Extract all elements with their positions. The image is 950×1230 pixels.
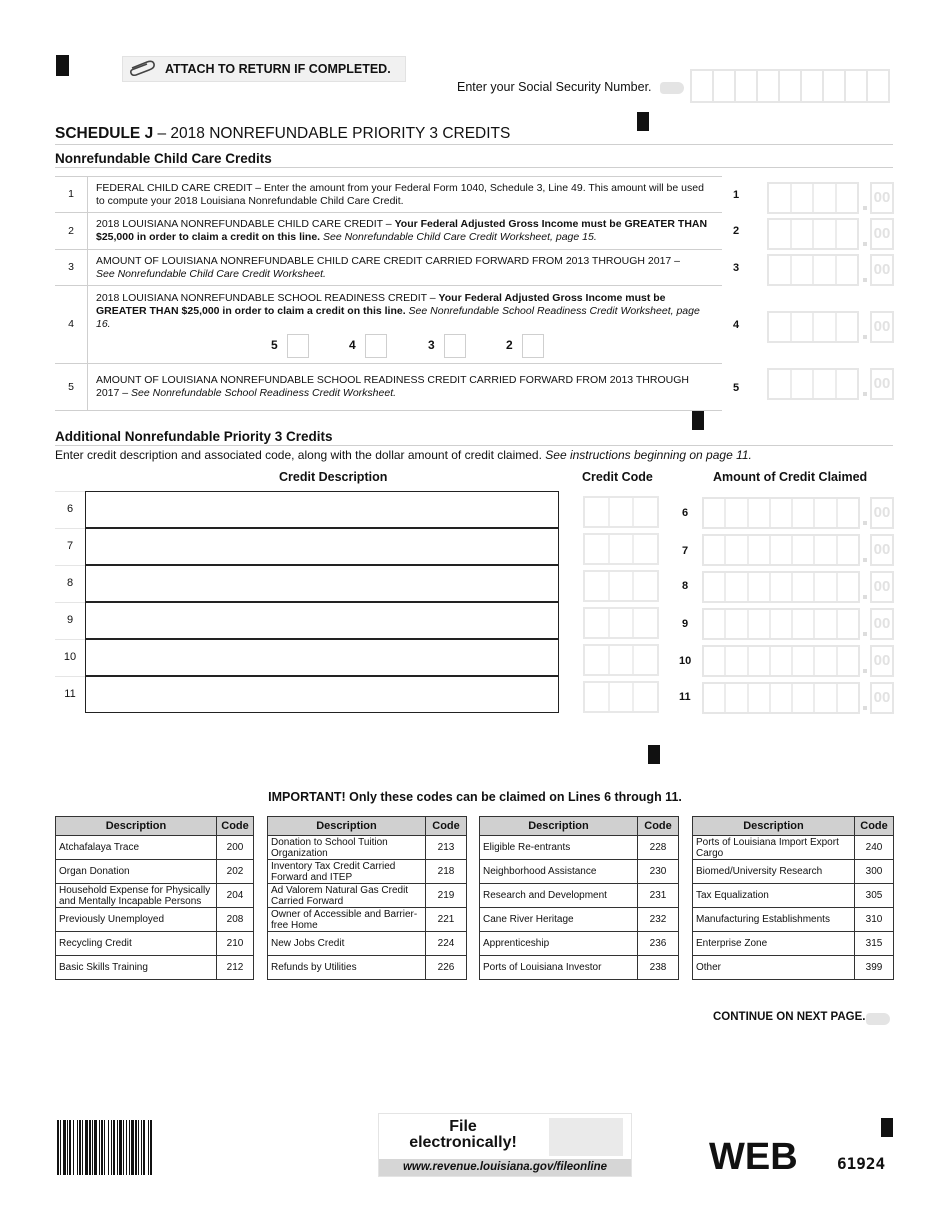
efile-banner (378, 1113, 632, 1177)
arrow-icon (660, 82, 684, 94)
credit-row-8: 8 (55, 565, 559, 602)
line-4: 4 2018 LOUISIANA NONREFUNDABLE SCHOOL READINESS CREDIT – Your Federal Adjusted Gross Income must be GREATER THAN $25,000 in order to claim a credit on this line. See Nonrefundable School Readiness Credit Worksheet, page 16. (55, 286, 722, 364)
additional-instructions: Enter credit description and associated code, along with the dollar amount of credit claimed. See instructions beginning on page 11. (55, 448, 752, 462)
line-number: 10 (679, 655, 692, 667)
line-number: 4 (733, 319, 740, 331)
credit-description-input[interactable] (85, 676, 559, 713)
line-5: 5 AMOUNT OF LOUISIANA NONREFUNDABLE SCHOOL READINESS CREDIT CARRIED FORWARD FROM 2013 THROUGH 2017 – See Nonrefundable School Readiness Credit Worksheet. (55, 364, 722, 411)
ssn-label: Enter your Social Security Number. (457, 80, 652, 94)
registration-mark (648, 745, 660, 764)
credit-row-9: 9 (55, 602, 559, 639)
web-label: WEB (709, 1136, 798, 1178)
code-table-3: Description Code Eligible Re-entrants 228 Neighborhood Assistance 230 Research and Development 231 Cane River Heritage 232 Apprenticeship 236 Ports of Louisiana Investor 238 (479, 816, 679, 980)
line-number: 5 (733, 382, 740, 394)
credit-description-input[interactable] (85, 528, 559, 565)
important-note: IMPORTANT! Only these codes can be claimed on Lines 6 through 11. (268, 790, 682, 804)
continue-note: CONTINUE ON NEXT PAGE. (713, 1011, 866, 1023)
paperclip-icon (129, 60, 155, 76)
credit-description-header: Credit Description (279, 470, 388, 484)
efile-line-1: File (449, 1118, 477, 1135)
line-number: 3 (733, 262, 740, 274)
credit-code-input[interactable] (583, 570, 659, 602)
credit-code-input[interactable] (583, 496, 659, 528)
attach-banner (122, 56, 406, 82)
line-2-text: 2018 LOUISIANA NONREFUNDABLE CHILD CARE CREDIT – Your Federal Adjusted Gross Income must be GREATER THAN $25,000 in order to claim a credit on this line. See Nonrefundable Child Care Credit Worksheet, page 15. (88, 213, 723, 250)
line-4-text: 2018 LOUISIANA NONREFUNDABLE SCHOOL READINESS CREDIT – Your Federal Adjusted Gross Income must be GREATER THAN $25,000 in order to claim a credit on this line. See Nonrefundable School Readiness Credit Worksheet, page 16. (88, 286, 723, 364)
line-number: 2 (733, 225, 740, 237)
schedule-title: SCHEDULE J – 2018 NONREFUNDABLE PRIORITY 3 CREDITS (55, 125, 511, 142)
credit-code-input[interactable] (583, 607, 659, 639)
child-care-lines (55, 176, 722, 411)
additional-heading: Additional Nonrefundable Priority 3 Credits (55, 429, 333, 444)
efile-line-2: electronically! (409, 1134, 517, 1151)
code-table-4: Description Code Ports of Louisiana Import Export Cargo 240 Biomed/University Research 300 Tax Equalization 305 Manufacturing Establishments 310 Enterprise Zone 315 Other 399 (692, 816, 894, 980)
line-number: 9 (682, 618, 689, 630)
credit-description-input[interactable] (85, 565, 559, 602)
child-care-heading: Nonrefundable Child Care Credits (55, 151, 272, 166)
amount-claimed-header: Amount of Credit Claimed (713, 470, 868, 484)
line-number: 6 (682, 507, 689, 519)
registration-mark (692, 411, 704, 430)
credit-description-input[interactable] (85, 491, 559, 528)
efile-url[interactable]: www.revenue.louisiana.gov/fileonline (379, 1159, 631, 1176)
line-3-text: AMOUNT OF LOUISIANA NONREFUNDABLE CHILD CARE CREDIT CARRIED FORWARD FROM 2013 THROUGH 2017 – See Nonrefundable Child Care Credit Worksheet. (88, 250, 723, 286)
line-2: 2 2018 LOUISIANA NONREFUNDABLE CHILD CARE CREDIT – Your Federal Adjusted Gross Income must be GREATER THAN $25,000 in order to claim a credit on this line. See Nonrefundable Child Care Credit Worksheet, page 15. (55, 213, 722, 250)
form-number: 61924 (837, 1154, 886, 1173)
line-3: 3 AMOUNT OF LOUISIANA NONREFUNDABLE CHILD CARE CREDIT CARRIED FORWARD FROM 2013 THROUGH 2017 – See Nonrefundable Child Care Credit Worksheet. (55, 250, 722, 286)
registration-mark (637, 112, 649, 131)
line-5-text: AMOUNT OF LOUISIANA NONREFUNDABLE SCHOOL READINESS CREDIT CARRIED FORWARD FROM 2013 THROUGH 2017 – See Nonrefundable School Readiness Credit Worksheet. (88, 364, 723, 411)
line-1: 1 FEDERAL CHILD CARE CREDIT – Enter the amount from your Federal Form 1040, Schedule 3, Line 49. This amount will be used to compute your 2018 Louisiana Nonrefundable Child Care Credit. (55, 177, 722, 213)
credit-code-input[interactable] (583, 681, 659, 713)
credit-code-header: Credit Code (582, 470, 653, 484)
line-number: 8 (682, 580, 689, 592)
credit-description-input[interactable] (85, 602, 559, 639)
credit-row-6: 6 (55, 491, 559, 528)
credit-row-10: 10 (55, 639, 559, 676)
credit-row-7: 7 (55, 528, 559, 565)
code-table-1: Description Code Atchafalaya Trace 200 Organ Donation 202 Household Expense for Physically and Mentally Incapable Persons 204 Previously Unemployed 208 Recycling Credit 210 Basic Skills Training 212 (55, 816, 254, 980)
line-1-text: FEDERAL CHILD CARE CREDIT – Enter the amount from your Federal Form 1040, Schedule 3, Line 49. This amount will be used to compute your 2018 Louisiana Nonrefundable Child Care Credit. (88, 177, 723, 213)
credit-code-input[interactable] (583, 533, 659, 565)
code-table-2: Description Code Donation to School Tuition Organization 213 Inventory Tax Credit Carried Forward and ITEP 218 Ad Valorem Natural Gas Credit Carried Forward 219 Owner of Accessible and Barrier-free Home 221 New Jobs Credit 224 Refunds by Utilities 226 (267, 816, 467, 980)
laptop-icon (549, 1118, 623, 1156)
credit-description-input[interactable] (85, 639, 559, 676)
credit-code-input[interactable] (583, 644, 659, 676)
registration-mark (56, 55, 69, 76)
line-number: 1 (733, 189, 740, 201)
credit-row-11: 11 (55, 676, 559, 713)
registration-mark (881, 1118, 893, 1137)
arrow-icon (866, 1013, 890, 1025)
line-number: 11 (679, 691, 691, 703)
line-number: 7 (682, 545, 689, 557)
ssn-input[interactable] (690, 69, 890, 103)
attach-label: ATTACH TO RETURN IF COMPLETED. (165, 62, 391, 76)
barcode (57, 1120, 229, 1175)
